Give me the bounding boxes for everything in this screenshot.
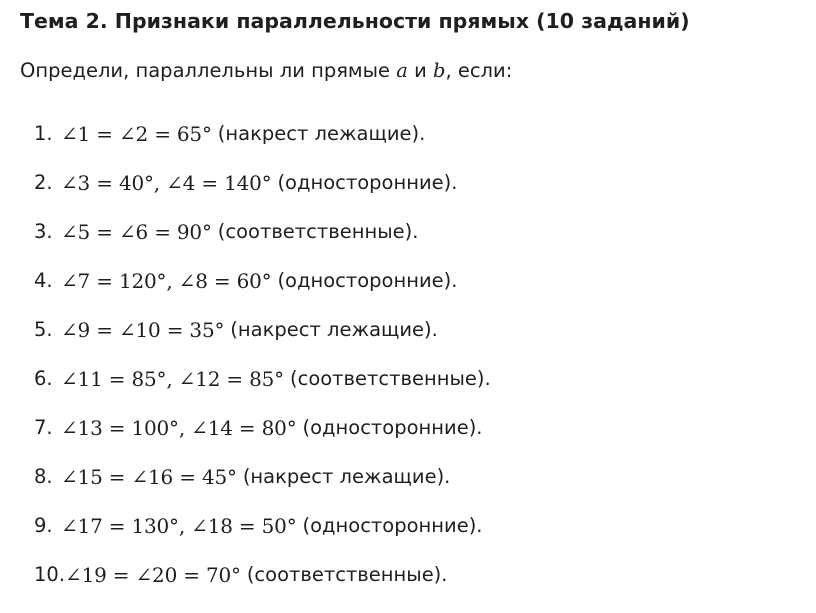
task-item-9	[34, 501, 491, 550]
task-number: 2.	[34, 171, 53, 194]
task-angle-type: (соответственные).	[217, 220, 419, 243]
page-title: Тема 2. Признаки параллельности прямых (10 заданий)	[20, 9, 690, 33]
task-angle-type: (односторонние).	[277, 269, 458, 292]
task-item-4	[34, 256, 491, 305]
task-angle-type: (накрест лежащие).	[217, 122, 426, 145]
task-number: 10.	[34, 563, 66, 586]
task-math-expression: ∠19 = ∠20 = 70°	[65, 562, 241, 587]
task-math-expression: ∠5 = ∠6 = 90°	[61, 219, 212, 244]
line-a-variable: a	[396, 59, 408, 82]
task-angle-type: (соответственные).	[246, 563, 448, 586]
task-math-expression: ∠17 = 130°, ∠18 = 50°	[61, 513, 297, 538]
task-item-1	[34, 109, 491, 158]
task-angle-type: (соответственные).	[289, 367, 491, 390]
instruction-text	[20, 57, 512, 85]
task-number: 5.	[34, 318, 53, 341]
task-item-2	[34, 158, 491, 207]
task-item-6	[34, 354, 491, 403]
task-math-expression: ∠11 = 85°, ∠12 = 85°	[61, 366, 284, 391]
task-number: 8.	[34, 465, 53, 488]
instruction-middle: и	[407, 59, 433, 82]
task-angle-type: (накрест лежащие).	[242, 465, 451, 488]
task-angle-type: (накрест лежащие).	[230, 318, 438, 341]
task-math-expression: ∠13 = 100°, ∠14 = 80°	[61, 415, 297, 440]
line-b-variable: b	[432, 59, 446, 82]
task-item-5	[34, 305, 491, 354]
task-number: 9.	[34, 514, 53, 537]
task-math-expression: ∠7 = 120°, ∠8 = 60°	[61, 268, 272, 293]
task-math-expression: ∠15 = ∠16 = 45°	[61, 464, 237, 489]
task-list	[34, 109, 491, 599]
task-number: 1.	[34, 122, 53, 145]
task-item-10	[34, 550, 491, 599]
task-math-expression: ∠9 = ∠10 = 35°	[61, 317, 225, 342]
task-number: 6.	[34, 367, 53, 390]
instruction-suffix: , если:	[445, 59, 513, 82]
task-number: 4.	[34, 269, 53, 292]
instruction-prefix: Определи, параллельны ли прямые	[20, 59, 397, 82]
task-math-expression: ∠3 = 40°, ∠4 = 140°	[61, 170, 272, 195]
task-item-7	[34, 403, 491, 452]
task-angle-type: (односторонние).	[302, 416, 483, 439]
task-math-expression: ∠1 = ∠2 = 65°	[61, 121, 212, 146]
task-number: 3.	[34, 220, 53, 243]
task-angle-type: (односторонние).	[277, 171, 458, 194]
task-item-3	[34, 207, 491, 256]
task-number: 7.	[34, 416, 53, 439]
task-angle-type: (односторонние).	[302, 514, 483, 537]
task-item-8	[34, 452, 491, 501]
